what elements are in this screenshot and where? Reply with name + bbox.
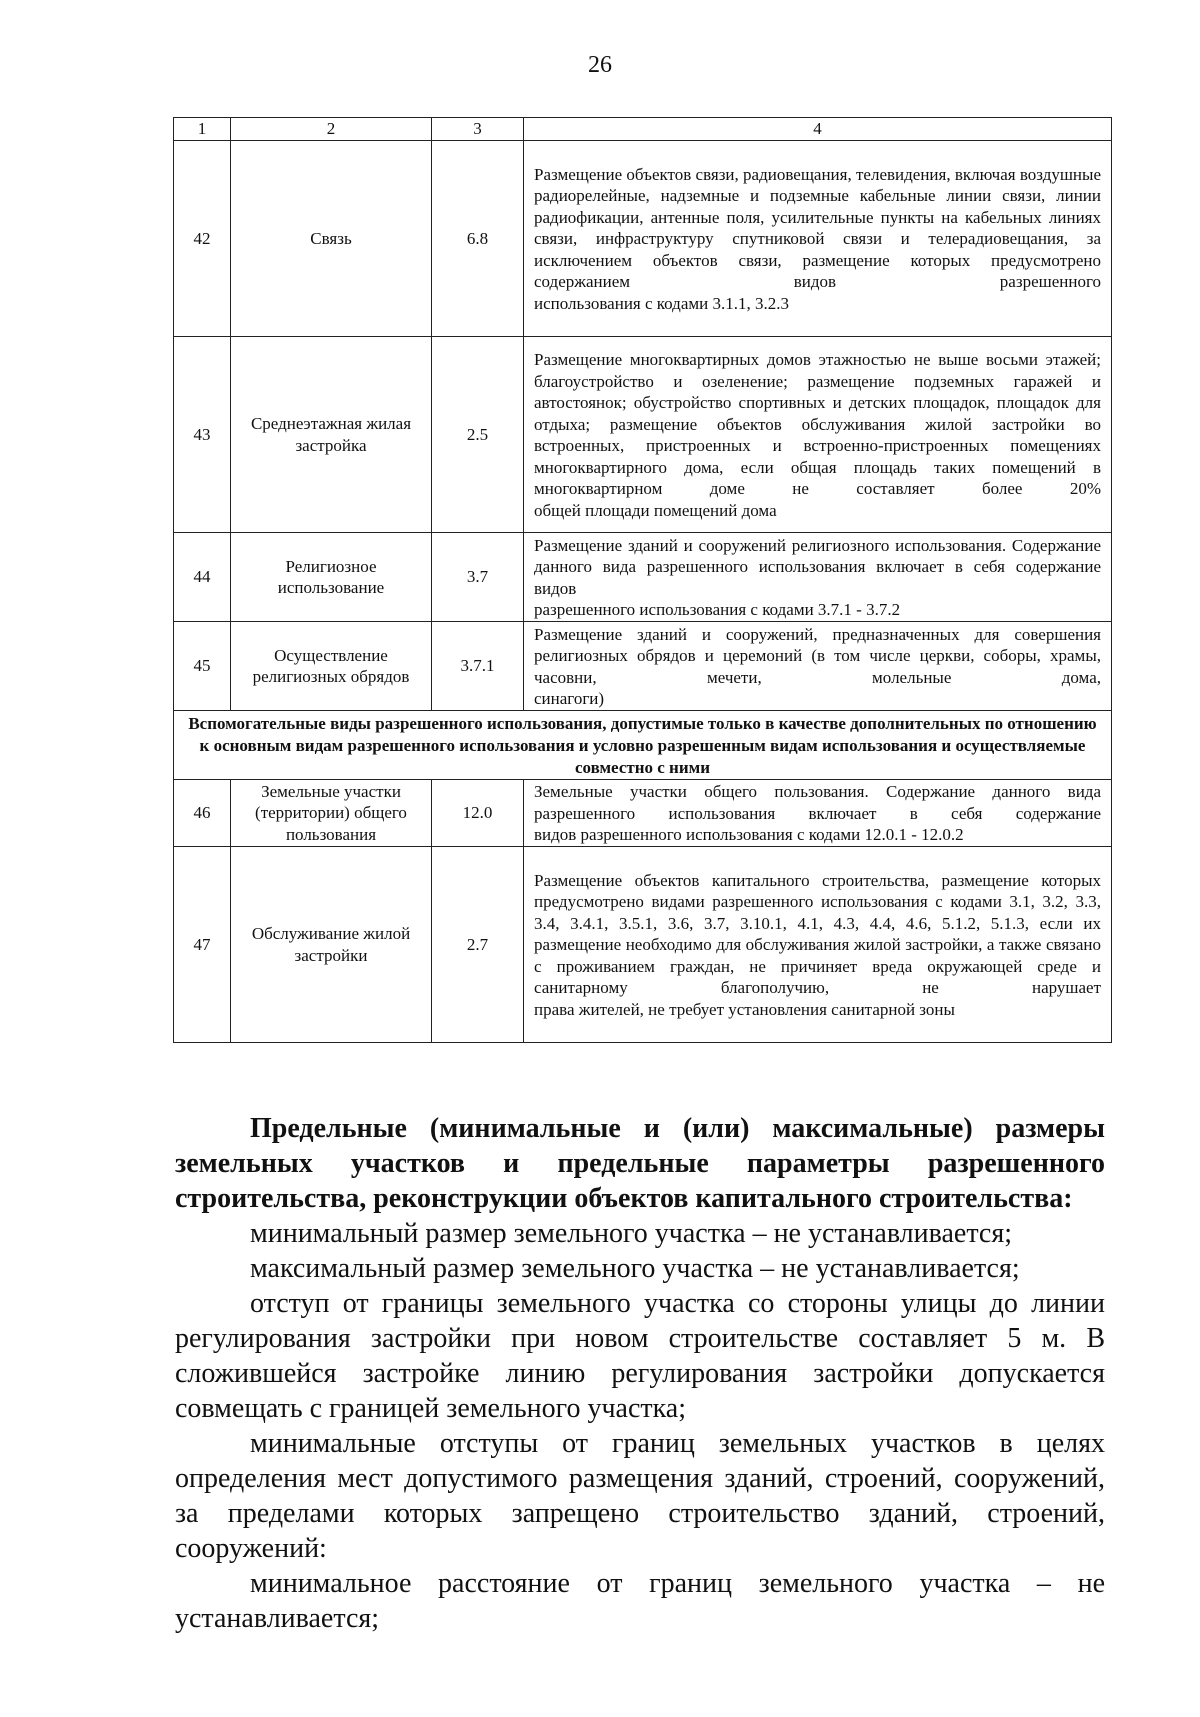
use-type-description: Размещение зданий и сооружений, предназначенных для совершения религиозных обрядов и церемоний (в том числе церкви, соборы, храмы, часовни, мечети, молельные дома, синагоги) (524, 622, 1112, 711)
auxiliary-section-heading-row (174, 711, 1112, 780)
table-row (174, 141, 1112, 337)
row-number: 47 (174, 847, 231, 1043)
use-type-name: Среднеэтажная жилая застройка (231, 337, 432, 533)
use-type-name: Обслуживание жилой застройки (231, 847, 432, 1043)
header-col-1: 1 (174, 118, 231, 141)
table-row (174, 622, 1112, 711)
paragraph: минимальные отступы от границ земельных участков в целях определения мест допустимого размещения зданий, строений, сооружений, за пределами которых запрещено строительство зданий, строений, сооружений: (175, 1428, 1105, 1564)
use-type-code: 12.0 (432, 780, 524, 847)
parameters-section (175, 1111, 1105, 1636)
row-number: 45 (174, 622, 231, 711)
use-type-name: Осуществление религиозных обрядов (231, 622, 432, 711)
paragraph: минимальный размер земельного участка – не устанавливается; (250, 1218, 1013, 1249)
auxiliary-section-heading: Вспомогательные виды разрешенного использования, допустимые только в качестве дополнительных по отношению к основным видам разрешенного использования и условно разрешенным видам использования и осуществляемые совместно с ними (174, 711, 1112, 780)
use-type-code: 3.7 (432, 533, 524, 622)
table-row (174, 847, 1112, 1043)
use-type-code: 3.7.1 (432, 622, 524, 711)
table-row (174, 337, 1112, 533)
header-col-2: 2 (231, 118, 432, 141)
paragraph: минимальное расстояние от границ земельного участка – не устанавливается; (175, 1568, 1105, 1634)
use-type-description: Размещение объектов капитального строительства, размещение которых предусмотрено видами разрешенного использования с кодами 3.1, 3.2, 3.3, 3.4, 3.4.1, 3.5.1, 3.6, 3.7, 3.10.1, 4.1, 4.3, 4.4, 4.6, 5.1.2, 5.1.3, если их размещение необходимо для обслуживания жилой застройки, а также связано с проживанием граждан, не причиняет вреда окружающей среде и санитарному благополучию, не нарушает права жителей, не требует установления санитарной зоны (524, 847, 1112, 1043)
page-number: 26 (588, 52, 612, 78)
table-row (174, 533, 1112, 622)
paragraph: максимальный размер земельного участка – не устанавливается; (250, 1253, 1020, 1284)
use-type-name: Религиозное использование (231, 533, 432, 622)
use-type-code: 6.8 (432, 141, 524, 337)
header-col-3: 3 (432, 118, 524, 141)
row-number: 43 (174, 337, 231, 533)
section-heading: Предельные (минимальные и (или) максимальные) размеры земельных участков и предельные параметры разрешенного строительства, реконструкции объектов капитального строительства: (175, 1113, 1105, 1214)
header-col-4: 4 (524, 118, 1112, 141)
row-number: 42 (174, 141, 231, 337)
land-use-table (173, 117, 1112, 1043)
use-type-description: Земельные участки общего пользования. Содержание данного вида разрешенного использования включает в себя содержание видов разрешенного использования с кодами 12.0.1 - 12.0.2 (524, 780, 1112, 847)
use-type-description: Размещение зданий и сооружений религиозного использования. Содержание данного вида разрешенного использования включает в себя содержание видов разрешенного использования с кодами 3.7.1 - 3.7.2 (524, 533, 1112, 622)
use-type-code: 2.5 (432, 337, 524, 533)
table-header-row (174, 118, 1112, 141)
use-type-name: Земельные участки (территории) общего пользования (231, 780, 432, 847)
use-type-description: Размещение объектов связи, радиовещания, телевидения, включая воздушные радиорелейные, надземные и подземные кабельные линии связи, линии радиофикации, антенные поля, усилительные пункты на кабельных линиях связи, инфраструктуру спутниковой связи и телерадиовещания, за исключением объектов связи, размещение которых предусмотрено содержанием видов разрешенного использования с кодами 3.1.1, 3.2.3 (524, 141, 1112, 337)
row-number: 44 (174, 533, 231, 622)
table-row (174, 780, 1112, 847)
use-type-description: Размещение многоквартирных домов этажностью не выше восьми этажей; благоустройство и озеленение; размещение подземных гаражей и автостоянок; обустройство спортивных и детских площадок, площадок для отдыха; размещение объектов обслуживания жилой застройки во встроенных, пристроенных и встроенно-пристроенных помещениях многоквартирного дома, если общая площадь таких помещений в многоквартирном доме не составляет более 20% общей площади помещений дома (524, 337, 1112, 533)
use-type-name: Связь (231, 141, 432, 337)
use-type-code: 2.7 (432, 847, 524, 1043)
row-number: 46 (174, 780, 231, 847)
paragraph: отступ от границы земельного участка со стороны улицы до линии регулирования застройки при новом строительстве составляет 5 м. В сложившейся застройке линию регулирования застройки допускается совмещать с границей земельного участка; (175, 1288, 1105, 1424)
